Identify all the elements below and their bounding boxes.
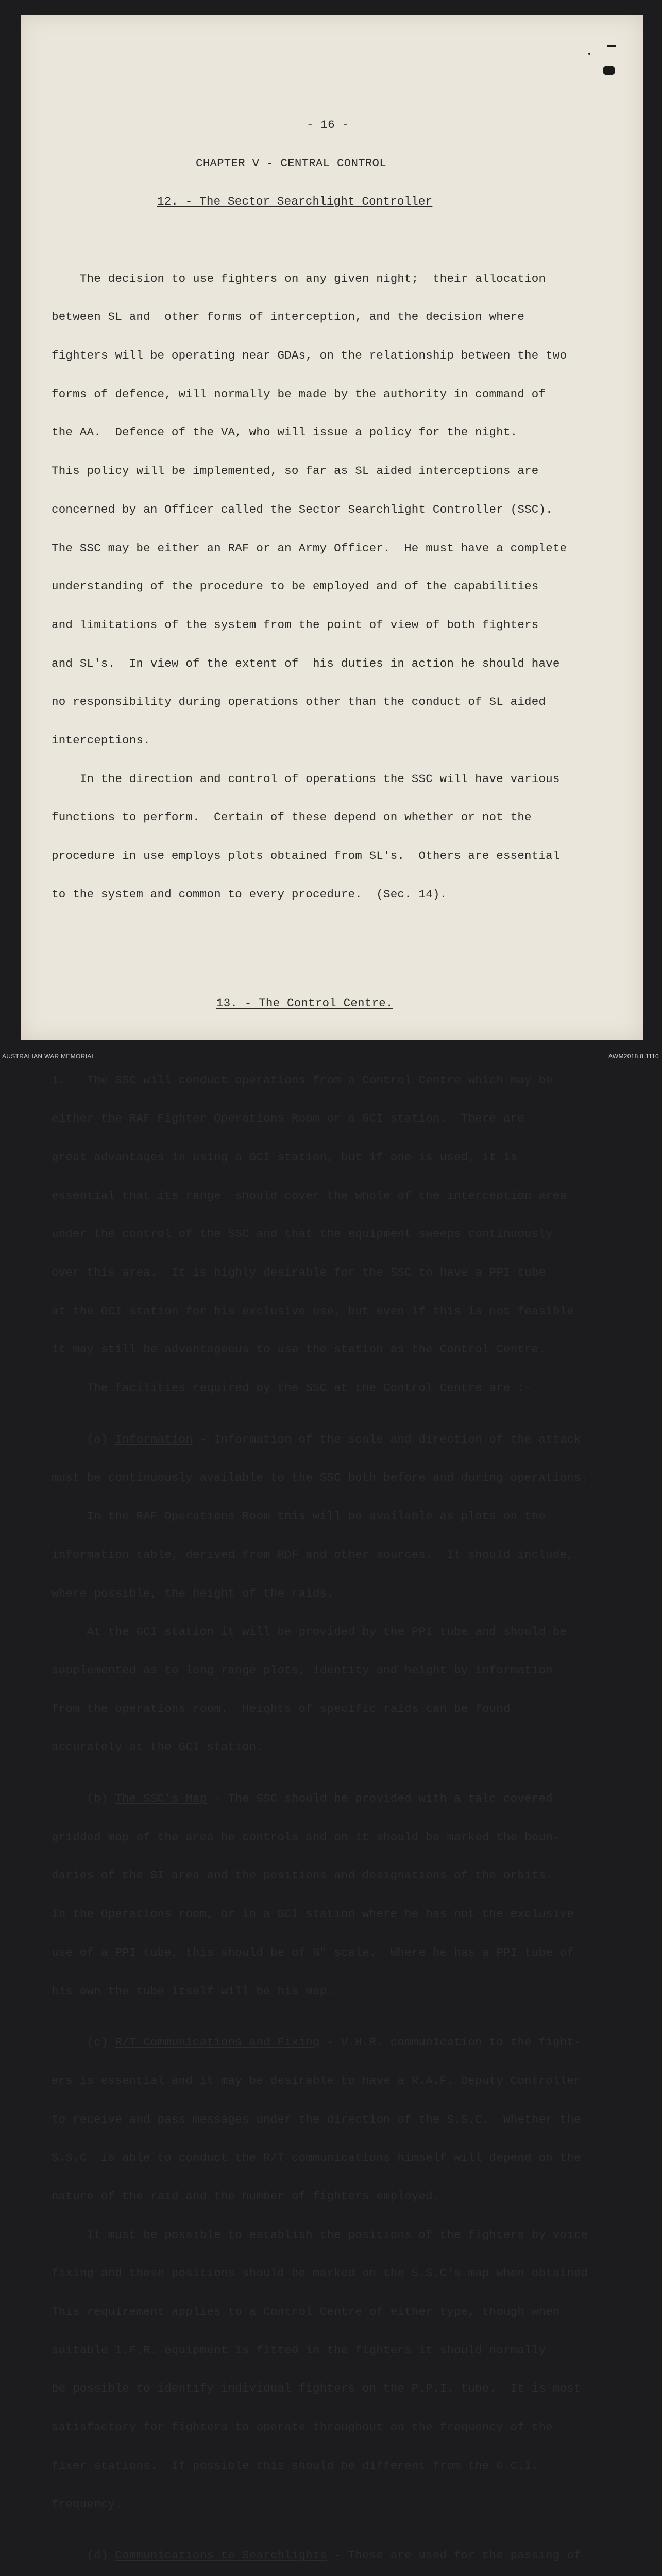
item-a-heading-line bbox=[52, 1433, 649, 1446]
text-line: In the Operations room, or in a GCI station where he has not the exclusive bbox=[52, 1907, 574, 1921]
text-line: and limitations of the system from the point of view of both fighters bbox=[52, 618, 539, 632]
text-line: The decision to use fighters on any given night; their allocation bbox=[52, 272, 546, 285]
item-a-prefix: (a) bbox=[52, 1432, 115, 1446]
text-line: nature of the raid and the number of fighters employed. bbox=[52, 2189, 440, 2203]
text-line: essential that its range should cover the whole of the interception area bbox=[52, 1189, 567, 1202]
section-12-title-text: 12. - The Sector Searchlight Controller bbox=[157, 195, 433, 209]
text-line: at the GCI station for his exclusive use, but even if this is not feasible bbox=[52, 1304, 574, 1318]
text-line: It must be possible to establish the positions of the fighters by voice bbox=[52, 2228, 588, 2242]
item-d-rest: - These are used for the passing of bbox=[327, 2549, 581, 2563]
text-line: under the control of the SSC and that the equipment sweeps continuously bbox=[52, 1227, 553, 1241]
item-c-prefix: (c) bbox=[52, 2036, 115, 2049]
text-line: frequency. bbox=[52, 2497, 123, 2511]
text-line: over this area. It is highly desirable for the SSC to have a PPI tube bbox=[52, 1266, 546, 1280]
item-c-label: R/T Communications and Fixing bbox=[115, 2036, 320, 2049]
item-b-label: The SSC's Map bbox=[115, 1792, 207, 1806]
section-13-title bbox=[52, 997, 649, 1010]
text-line: use of a PPI tube, this should be of ¼" scale. Where he has a PPI tube of bbox=[52, 1945, 574, 1959]
text-line: the AA. Defence of the VA, who will issue a policy for the night. bbox=[52, 426, 518, 439]
text-line: fixer stations. If possible this should be different from the G.C.I. bbox=[52, 2459, 539, 2472]
text-line: ers is essential and it may be desirable to have a R.A.F. Deputy Controller bbox=[52, 2074, 581, 2088]
text-line: from the operations room. Heights of specific raids can be found bbox=[52, 1702, 511, 1716]
text-line: procedure in use employs plots obtained from SL's. Others are essential bbox=[52, 849, 560, 863]
ink-mark bbox=[588, 53, 590, 55]
section-12-body bbox=[52, 247, 649, 927]
text-line: be possible to identify individual fighters on the P.P.I. tube. It is most bbox=[52, 2382, 581, 2396]
text-line: At the GCI station it will be provided by the PPI tube and should be bbox=[52, 1625, 567, 1639]
text-line: accurately at the GCI station. bbox=[52, 1740, 264, 1754]
text-line: must be continuously available to the SSC both before and during operations. bbox=[52, 1471, 588, 1485]
text-line: The facilities required by the SSC at the Control Centre are :- bbox=[52, 1381, 532, 1395]
text-line: daries of the SI area and the positions and designations of the orbits. bbox=[52, 1869, 553, 1883]
text-line: between SL and other forms of interception, and the decision where bbox=[52, 310, 525, 324]
text-line: S.S.C. is able to conduct the R/T communications himself will depend on the bbox=[52, 2151, 581, 2165]
text-line: In the direction and control of operations the SSC will have various bbox=[52, 772, 560, 786]
text-line: concerned by an Officer called the Sector Searchlight Controller (SSC). bbox=[52, 502, 553, 516]
item-c-heading-line bbox=[52, 2036, 649, 2049]
text-line: fighters will be operating near GDAs, on the relationship between the two bbox=[52, 349, 567, 363]
text-line: it may still be advantageous to use the station as the Control Centre. bbox=[52, 1343, 546, 1357]
text-line: The SSC may be either an RAF or an Army Officer. He must have a complete bbox=[52, 541, 567, 555]
item-b-heading-line bbox=[52, 1792, 649, 1805]
item-b-prefix: (b) bbox=[52, 1792, 115, 1806]
text-line: This requirement applies to a Control Centre of either type, though when bbox=[52, 2305, 560, 2319]
item-d-prefix: (d) bbox=[52, 2549, 115, 2563]
item-a-rest: - Information of the scale and direction of the attack bbox=[193, 1432, 581, 1446]
text-line: gridded map of the area he controls and on it should be marked the boun- bbox=[52, 1830, 560, 1844]
text-line: supplemented as to long range plots, identity and height by information bbox=[52, 1664, 553, 1677]
item-a-label: Information bbox=[115, 1432, 193, 1446]
text-line: his own the tube itself will be his map. bbox=[52, 1984, 334, 1998]
typescript-text bbox=[52, 93, 649, 2576]
item-d-heading-line bbox=[52, 2549, 649, 2562]
text-line: understanding of the procedure to be employed and of the capabilities bbox=[52, 580, 539, 594]
text-line: information table, derived from RDF and other sources. It should include, bbox=[52, 1548, 574, 1562]
footer-accession-number: AWM2018.8.1110 bbox=[608, 1053, 659, 1060]
text-line: to receive and pass messages under the direction of the S.S.C. Whether the bbox=[52, 2112, 581, 2126]
text-line: 1. The SSC will conduct operations from a Control Centre which may be bbox=[52, 1073, 553, 1087]
text-line: This policy will be implemented, so far as SL aided interceptions are bbox=[52, 464, 539, 478]
section-13-title-text: 13. - The Control Centre. bbox=[216, 996, 393, 1010]
item-b-rest: - The SSC should be provided with a talc covered bbox=[207, 1792, 553, 1806]
text-line: fixing and these positions should be marked on the S.S.C's map when obtained bbox=[52, 2266, 588, 2280]
text-line: and SL's. In view of the extent of his duties in action he should have bbox=[52, 656, 560, 670]
text-line: suitable I.F.R. equipment is fitted in the fighters it should normally bbox=[52, 2343, 546, 2357]
text-line: functions to perform. Certain of these depend on whether or not the bbox=[52, 810, 532, 824]
text-line: no responsibility during operations other than the conduct of SL aided bbox=[52, 695, 546, 709]
ink-mark bbox=[603, 66, 615, 75]
page-number: - 16 - bbox=[307, 117, 349, 131]
chapter-title: CHAPTER V - CENTRAL CONTROL bbox=[196, 156, 386, 170]
text-line: satisfactory for fighters to operate throughout on the frequency of the bbox=[52, 2420, 553, 2434]
text-line: forms of defence, will normally be made by the authority in command of bbox=[52, 387, 546, 401]
section-12-title bbox=[52, 195, 649, 208]
footer-institution: AUSTRALIAN WAR MEMORIAL bbox=[2, 1053, 95, 1060]
text-line: interceptions. bbox=[52, 734, 150, 748]
item-c-rest: - V.H.R. communication to the fight- bbox=[319, 2036, 581, 2049]
ink-mark bbox=[607, 45, 616, 47]
text-line: either the RAF Fighter Operations Room or a GCI station. There are bbox=[52, 1112, 525, 1126]
item-d-label: Communications to Searchlights bbox=[115, 2549, 327, 2563]
text-line: where possible, the height of the raids. bbox=[52, 1586, 334, 1600]
text-line: In the RAF Operations Room this will be available as plots on the bbox=[52, 1510, 546, 1523]
text-line: to the system and common to every procedure. (Sec. 14). bbox=[52, 887, 447, 901]
section-13-body bbox=[52, 1048, 649, 2576]
text-line: great advantages in using a GCI station, but if one is used, it is bbox=[52, 1150, 518, 1164]
